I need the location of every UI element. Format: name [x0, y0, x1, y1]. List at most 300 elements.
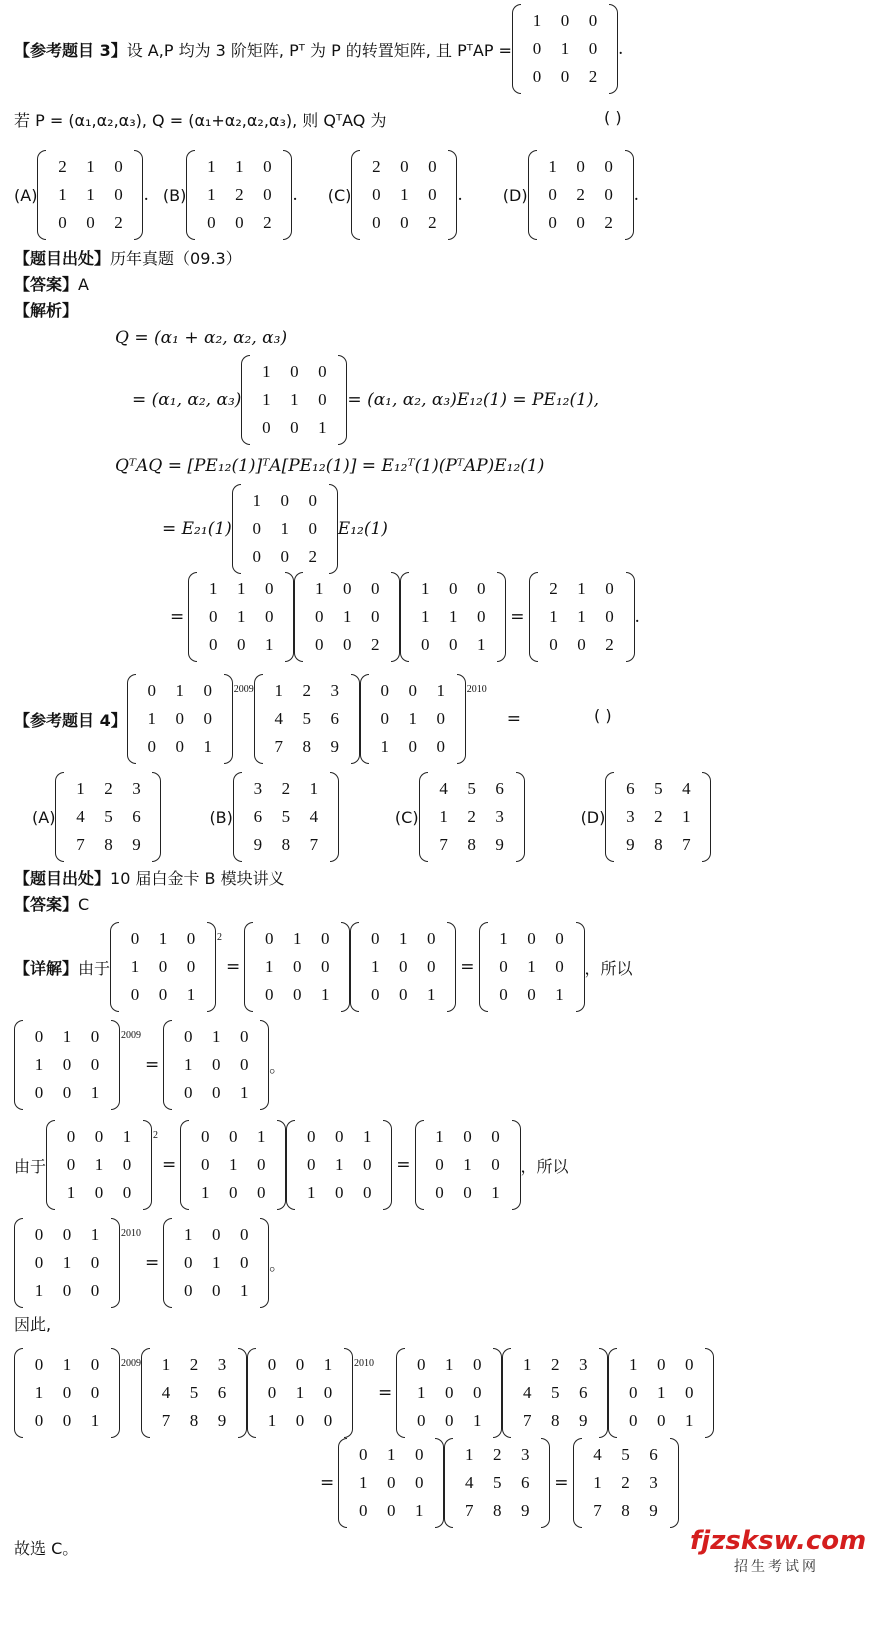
matrix-body: [411, 575, 495, 659]
matrix-cell: 0: [560, 67, 570, 86]
matrix-left-bracket: [14, 1348, 23, 1438]
matrix-body: [138, 677, 222, 761]
matrix-cell: 0: [295, 1355, 305, 1374]
q4-answer-label: 【答案】: [14, 895, 79, 914]
matrix-right-bracket: [111, 1218, 120, 1308]
matrix-cell: 0: [90, 1027, 100, 1046]
q3-answer: [14, 272, 89, 295]
matrix-cell: 5: [104, 807, 113, 826]
matrix-body: [490, 925, 574, 1009]
matrix-cell: 0: [240, 1253, 249, 1272]
matrix-right-bracket: [702, 772, 711, 862]
matrix-body: [362, 153, 446, 237]
q4-period-2: 。: [269, 1254, 286, 1274]
matrix-cell: 1: [435, 1127, 444, 1146]
matrix-cell: 1: [359, 1473, 368, 1492]
matrix-cell: 0: [94, 1127, 104, 1146]
q3-option-c-matrix: [351, 150, 457, 240]
matrix-cell: 0: [491, 1155, 500, 1174]
matrix-cell: 9: [330, 737, 339, 756]
matrix-cell: 0: [363, 1155, 372, 1174]
matrix-cell: 3: [217, 1355, 227, 1374]
matrix-body: [25, 1023, 109, 1107]
matrix-cell: 7: [523, 1411, 532, 1430]
matrix-cell: 1: [212, 1253, 221, 1272]
matrix-cell: 3: [579, 1355, 588, 1374]
matrix-cell: 7: [76, 835, 85, 854]
matrix-right-bracket: [609, 4, 618, 94]
matrix-cell: 1: [209, 579, 218, 598]
matrix-cell: 0: [657, 1355, 666, 1374]
matrix-cell: 1: [158, 929, 168, 948]
matrix-cell: 0: [295, 1411, 305, 1430]
matrix-left-bracket: [400, 572, 409, 662]
matrix-left-bracket: [247, 1348, 256, 1438]
matrix-cell: 1: [257, 1127, 266, 1146]
matrix-cell: 0: [604, 185, 613, 204]
q4-source: [14, 866, 285, 889]
matrix-cell: 0: [265, 929, 274, 948]
matrix-cell: 0: [555, 957, 564, 976]
matrix-cell: 0: [588, 11, 598, 30]
q4-d3-a: [180, 1120, 286, 1210]
q4-d4-perm2: [14, 1218, 120, 1308]
matrix-body: [199, 575, 283, 659]
matrix-cell: 0: [499, 985, 508, 1004]
matrix-cell: 0: [184, 1083, 193, 1102]
matrix-right-bracket: [670, 1438, 679, 1528]
matrix-cell: 7: [274, 737, 283, 756]
q4-equals: =: [506, 709, 521, 729]
matrix-cell: 0: [257, 1183, 266, 1202]
matrix-right-bracket: [512, 1120, 521, 1210]
matrix-cell: 7: [439, 835, 448, 854]
matrix-cell: 2: [114, 213, 123, 232]
matrix-cell: 0: [34, 1083, 44, 1102]
matrix-cell: 1: [415, 1501, 424, 1520]
matrix-cell: 0: [436, 709, 445, 728]
q4-conclusion: 故选 C。: [14, 1539, 79, 1558]
matrix-cell: 1: [274, 681, 283, 700]
matrix-left-bracket: [415, 1120, 424, 1210]
matrix-cell: 0: [209, 635, 218, 654]
matrix-cell: 2: [604, 213, 613, 232]
q4-d2-perm1: [14, 1020, 120, 1110]
q3-stem: 设 A,P 均为 3 阶矩阵, Pᵀ 为 P 的转置矩阵, 且 PᵀAP =: [126, 40, 512, 60]
matrix-cell: 0: [62, 1383, 72, 1402]
q3-header: 【参考题目 3】 设 A,P 均为 3 阶矩阵, Pᵀ 为 P 的转置矩阵, 且 PᵀAP = 1 0 0 0 1 0 0 0 2 .: [14, 4, 623, 94]
q3-options: (A) 2 1 0 1 1 0 0 0 2 . (B) 1 1 0 1 2 0 0 0 2 . (C) 2 0 0 0 1 0 0 0 2 . (D) 1 0 0 0 2 0 0 0 2 .: [14, 150, 639, 240]
matrix-cell: 0: [548, 213, 557, 232]
matrix-cell: 6: [330, 709, 339, 728]
watermark-sub: 招生考试网: [734, 1559, 819, 1575]
q4-option-d-matrix: [605, 772, 711, 862]
matrix-cell: 6: [649, 1445, 658, 1464]
matrix-cell: 0: [203, 681, 212, 700]
matrix-body: [426, 1123, 510, 1207]
matrix-cell: 9: [579, 1411, 588, 1430]
q4-d3-b: [286, 1120, 392, 1210]
matrix-cell: 3: [132, 779, 141, 798]
matrix-cell: 0: [229, 1183, 238, 1202]
matrix-left-bracket: [233, 772, 242, 862]
matrix-cell: 1: [295, 1383, 305, 1402]
matrix-cell: 6: [132, 807, 141, 826]
matrix-cell: 4: [439, 779, 448, 798]
matrix-cell: 1: [309, 779, 319, 798]
matrix-cell: 0: [130, 985, 140, 1004]
matrix-cell: 2: [588, 67, 598, 86]
matrix-cell: 7: [309, 835, 319, 854]
q3-step-4: [162, 484, 388, 574]
q3-result-matrix: [529, 572, 635, 662]
q3-stem-line2: 若 P = (α₁,α₂,α₃), Q = (α₁+α₂,α₂,α₃), 则 QᵀAQ 为: [14, 111, 387, 130]
matrix-left-bracket: [14, 1218, 23, 1308]
matrix-left-bracket: [608, 1348, 617, 1438]
matrix-cell: 4: [593, 1445, 602, 1464]
matrix-cell: 0: [252, 519, 262, 538]
matrix-body: [174, 1221, 258, 1305]
matrix-cell: 0: [445, 1411, 454, 1430]
matrix-cell: 8: [551, 1411, 560, 1430]
matrix-right-bracket: [283, 150, 292, 240]
matrix-cell: 0: [58, 213, 67, 232]
matrix-cell: 1: [380, 737, 389, 756]
matrix-body: [25, 1221, 109, 1305]
matrix-body: [25, 1351, 109, 1435]
matrix-cell: 2: [302, 681, 311, 700]
matrix-cell: 8: [654, 835, 663, 854]
matrix-cell: 0: [417, 1355, 426, 1374]
q4-yinci: 因此,: [14, 1315, 52, 1334]
matrix-cell: 0: [307, 1127, 316, 1146]
matrix-cell: 1: [307, 1183, 316, 1202]
matrix-cell: 0: [114, 157, 123, 176]
matrix-cell: 0: [290, 418, 299, 437]
matrix-cell: 1: [237, 607, 246, 626]
matrix-cell: 4: [523, 1383, 532, 1402]
matrix-cell: 3: [495, 807, 504, 826]
matrix-cell: 7: [682, 835, 691, 854]
matrix-cell: 0: [428, 157, 437, 176]
q4-option-b-matrix: [233, 772, 339, 862]
matrix-cell: 0: [212, 1225, 221, 1244]
q4-option-a-matrix: [55, 772, 161, 862]
matrix-cell: 0: [265, 579, 274, 598]
matrix-cell: 0: [555, 929, 564, 948]
matrix-cell: 0: [212, 1083, 221, 1102]
matrix-cell: 0: [265, 985, 274, 1004]
matrix-cell: 0: [280, 547, 290, 566]
matrix-right-bracket: [599, 1348, 608, 1438]
matrix-cell: 8: [189, 1411, 199, 1430]
matrix-left-bracket: [444, 1438, 453, 1528]
matrix-cell: 0: [435, 1183, 444, 1202]
q3-step-1: Q = (α₁ + α₂, α₂, α₃): [115, 328, 288, 348]
matrix-cell: 1: [593, 1473, 602, 1492]
q4-perm1-matrix: [127, 674, 233, 764]
matrix-right-bracket: [344, 1348, 353, 1438]
matrix-cell: 0: [604, 157, 613, 176]
matrix-cell: 0: [62, 1055, 72, 1074]
matrix-cell: 0: [90, 1253, 100, 1272]
matrix-right-bracket: [338, 355, 347, 445]
matrix-cell: 0: [318, 362, 327, 381]
q4-exp-2009: 2009: [233, 683, 254, 695]
watermark: [690, 1526, 866, 1576]
matrix-cell: 0: [473, 1355, 482, 1374]
matrix-right-bracket: [152, 772, 161, 862]
matrix-cell: 8: [621, 1501, 630, 1520]
matrix-cell: 2: [493, 1445, 502, 1464]
matrix-body: [616, 775, 700, 859]
matrix-cell: 0: [262, 418, 271, 437]
matrix-cell: 0: [263, 185, 272, 204]
matrix-cell: 0: [66, 1155, 76, 1174]
q3-option-b-matrix: [186, 150, 292, 240]
matrix-cell: 2: [189, 1355, 199, 1374]
q4-option-a-label: (A): [32, 807, 56, 827]
matrix-cell: 0: [359, 1445, 368, 1464]
matrix-cell: 0: [343, 579, 352, 598]
matrix-right-bracket: [497, 572, 506, 662]
matrix-left-bracket: [254, 674, 263, 764]
matrix-cell: 1: [549, 607, 558, 626]
matrix-cell: 0: [415, 1445, 424, 1464]
matrix-cell: 0: [577, 635, 586, 654]
q3-answer-paren: ( ): [604, 108, 622, 127]
matrix-cell: 1: [555, 985, 564, 1004]
q3-step-4-post: E₁₂(1): [337, 519, 388, 539]
matrix-body: [455, 1441, 539, 1525]
q4-exp-2010: 2010: [466, 683, 487, 695]
matrix-cell: 3: [626, 807, 635, 826]
matrix-cell: 1: [130, 957, 140, 976]
matrix-cell: 1: [62, 1027, 72, 1046]
matrix-right-bracket: [541, 1438, 550, 1528]
matrix-cell: 1: [203, 737, 212, 756]
matrix-cell: 0: [252, 547, 262, 566]
q4-d5-exp1: 2009: [121, 1357, 141, 1369]
matrix-cell: 1: [76, 779, 85, 798]
matrix-cell: 1: [280, 519, 290, 538]
matrix-cell: 1: [685, 1411, 694, 1430]
matrix-left-bracket: [479, 922, 488, 1012]
matrix-cell: 0: [240, 1027, 249, 1046]
matrix-left-bracket: [294, 572, 303, 662]
q3-option-d-label: (D): [502, 185, 528, 205]
matrix-cell: 0: [399, 985, 408, 1004]
matrix-left-bracket: [163, 1020, 172, 1110]
q4-detail-label: 【详解】: [14, 958, 79, 978]
q4-detail-line5: 0 1 0 1 0 0 0 0 1 2009 1 2 3 4 5 6 7 8 9 0 0 1 0 1 0 1 0 0 2010 = 0 1 0 1 0 0 0 0 1 1 2 3 4 5 6 7 8 9 1 0 0 0 1 0 0 0 1: [14, 1348, 714, 1438]
matrix-cell: 1: [445, 1355, 454, 1374]
matrix-cell: 1: [436, 681, 445, 700]
matrix-cell: 7: [161, 1411, 171, 1430]
matrix-right-bracket: [705, 1348, 714, 1438]
matrix-right-bracket: [516, 772, 525, 862]
matrix-cell: 1: [122, 1127, 132, 1146]
matrix-cell: 0: [315, 607, 324, 626]
q3-step-4-matrix: [232, 484, 338, 574]
matrix-cell: 0: [90, 1355, 100, 1374]
matrix-cell: 0: [576, 157, 585, 176]
matrix-cell: 0: [184, 1281, 193, 1300]
matrix-right-bracket: [457, 674, 466, 764]
matrix-cell: 0: [400, 157, 409, 176]
matrix-cell: 7: [465, 1501, 474, 1520]
q4-source-label: 【题目出处】: [14, 869, 111, 888]
matrix-cell: 5: [621, 1445, 630, 1464]
q4-suoyi-2: ，所以: [520, 1156, 569, 1176]
q4-d6-abc: [444, 1438, 550, 1528]
matrix-cell: 0: [371, 607, 380, 626]
matrix-cell: 0: [34, 1253, 44, 1272]
matrix-cell: 1: [323, 1355, 333, 1374]
matrix-cell: 0: [203, 709, 212, 728]
matrix-cell: 0: [629, 1411, 638, 1430]
matrix-right-bracket: [238, 1348, 247, 1438]
matrix-cell: 0: [175, 737, 184, 756]
matrix-left-bracket: [127, 674, 136, 764]
matrix-right-bracket: [625, 150, 634, 240]
matrix-cell: 0: [130, 929, 140, 948]
matrix-left-bracket: [163, 1218, 172, 1308]
matrix-body: [361, 925, 445, 1009]
matrix-cell: 0: [532, 67, 542, 86]
matrix-cell: 0: [158, 957, 168, 976]
matrix-cell: 1: [523, 1355, 532, 1374]
q3-option-b-label: (B): [162, 185, 187, 205]
q4-suoyi-1: ，所以: [584, 958, 633, 978]
matrix-cell: 1: [293, 929, 302, 948]
matrix-cell: 1: [237, 579, 246, 598]
matrix-cell: 6: [521, 1473, 530, 1492]
q3-step-5: = 1 1 0 0 1 0 0 0 1 1 0 0 0 1 0 0 0 2 1 0 0 1 1 0 0 0 1 = 2 1 0 1 1 0 0 0 2 .: [166, 572, 640, 662]
matrix-body: [523, 7, 607, 91]
q4-detail-line1: 【详解】 由于 0 1 0 1 0 0 0 0 1 2 = 0 1 0 1 0 0 0 0 1 0 1 0 1 0 0 0 0 1 = 1 0 0 0 1 0 0 0 1 ，所以: [14, 922, 633, 1012]
matrix-body: [258, 1351, 342, 1435]
matrix-cell: 1: [175, 681, 184, 700]
matrix-cell: 7: [593, 1501, 602, 1520]
matrix-cell: 0: [66, 1127, 76, 1146]
matrix-cell: 1: [86, 185, 95, 204]
matrix-cell: 9: [626, 835, 635, 854]
matrix-right-bracket: [435, 1438, 444, 1528]
matrix-cell: 0: [212, 1055, 221, 1074]
q4-d3-identity: [415, 1120, 521, 1210]
matrix-cell: 3: [649, 1473, 658, 1492]
matrix-body: [407, 1351, 491, 1435]
matrix-cell: 1: [86, 157, 95, 176]
q4-d5-r2: [502, 1348, 608, 1438]
matrix-cell: 0: [371, 985, 380, 1004]
matrix-cell: 0: [308, 491, 318, 510]
q4-option-c-label: (C): [394, 807, 419, 827]
matrix-cell: 0: [293, 985, 302, 1004]
matrix-cell: 6: [579, 1383, 588, 1402]
matrix-cell: 9: [495, 835, 504, 854]
matrix-cell: 0: [657, 1411, 666, 1430]
matrix-body: [152, 1351, 236, 1435]
matrix-left-bracket: [37, 150, 46, 240]
q3-main-matrix: [512, 4, 618, 94]
matrix-cell: 5: [654, 779, 663, 798]
q4-d1-identity: [479, 922, 585, 1012]
matrix-cell: 3: [330, 681, 339, 700]
matrix-cell: 5: [467, 779, 476, 798]
matrix-cell: 1: [58, 185, 67, 204]
matrix-cell: 0: [307, 1155, 316, 1174]
q3-option-a-matrix: [37, 150, 143, 240]
matrix-cell: 9: [132, 835, 141, 854]
matrix-cell: 9: [217, 1411, 227, 1430]
matrix-cell: 8: [467, 835, 476, 854]
matrix-cell: 0: [90, 1055, 100, 1074]
matrix-right-bracket: [341, 922, 350, 1012]
q4-d6-result: [573, 1438, 679, 1528]
matrix-cell: 1: [34, 1281, 44, 1300]
matrix-cell: 0: [473, 1383, 482, 1402]
matrix-cell: 0: [380, 681, 389, 700]
matrix-cell: 4: [76, 807, 85, 826]
matrix-left-bracket: [512, 4, 521, 94]
matrix-cell: 0: [685, 1383, 694, 1402]
matrix-cell: 2: [58, 157, 67, 176]
matrix-cell: 0: [86, 213, 95, 232]
matrix-cell: 0: [532, 39, 542, 58]
matrix-cell: 0: [175, 709, 184, 728]
matrix-left-bracket: [286, 1120, 295, 1210]
matrix-cell: 0: [371, 929, 380, 948]
matrix-body: [619, 1351, 703, 1435]
matrix-right-bracket: [576, 922, 585, 1012]
q4-d1-sq: 2: [217, 931, 223, 943]
matrix-cell: 0: [34, 1355, 44, 1374]
matrix-cell: 1: [235, 157, 244, 176]
matrix-cell: 0: [343, 635, 352, 654]
matrix-body: [197, 153, 281, 237]
q3-step-2-post: = (α₁, α₂, α₃)E₁₂(1) = PE₁₂(1),: [347, 390, 599, 410]
matrix-cell: 2: [263, 213, 272, 232]
matrix-right-bracket: [391, 572, 400, 662]
matrix-cell: 1: [267, 1411, 277, 1430]
matrix-cell: 0: [445, 1383, 454, 1402]
matrix-body: [430, 775, 514, 859]
matrix-right-bracket: [260, 1218, 269, 1308]
matrix-cell: 2: [551, 1355, 560, 1374]
matrix-body: [305, 575, 389, 659]
matrix-cell: 0: [576, 213, 585, 232]
matrix-cell: 0: [321, 957, 330, 976]
matrix-body: [255, 925, 339, 1009]
matrix-cell: 0: [428, 185, 437, 204]
matrix-cell: 1: [201, 1183, 210, 1202]
matrix-body: [57, 1123, 141, 1207]
q3-source-text: 历年真题（09.3）: [110, 249, 242, 268]
q3-option-d-matrix: [528, 150, 634, 240]
matrix-cell: 0: [399, 957, 408, 976]
matrix-body: [174, 1023, 258, 1107]
matrix-cell: 1: [34, 1055, 44, 1074]
matrix-cell: 1: [629, 1355, 638, 1374]
matrix-cell: 1: [207, 185, 216, 204]
matrix-body: [349, 1441, 433, 1525]
matrix-cell: 0: [323, 1411, 333, 1430]
matrix-cell: 2: [372, 157, 381, 176]
matrix-cell: 0: [323, 1383, 333, 1402]
matrix-cell: 1: [66, 1183, 76, 1202]
